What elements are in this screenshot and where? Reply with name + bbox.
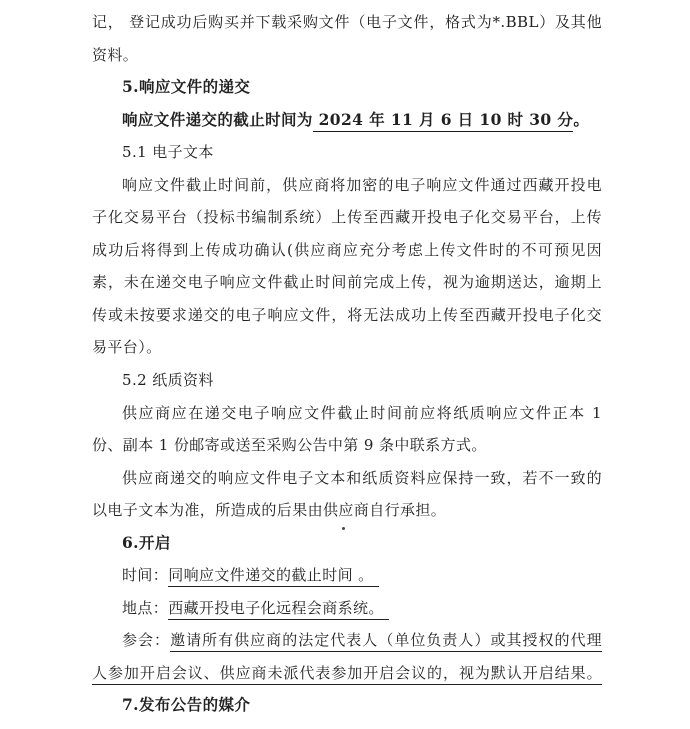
open-time-label: 时间： (122, 566, 169, 585)
s52-para1-text-1: 供应商应在递交电子响应文件截止时间前应将纸质响应文件正本 1 (122, 403, 602, 422)
s51-para-text-1: 响应文件截止时间前，供应商将加密的电子响应文件通过西藏开投电 (122, 175, 602, 194)
continuation-text-1: 记， 登记成功后购买并下载采购文件（电子文件，格式为*.BBL）及其他 (92, 13, 602, 31)
open-place-value: 西藏开投电子化远程会商系统。 (168, 599, 389, 620)
s52-para2-line-2 (92, 494, 602, 527)
section-6-heading (92, 527, 602, 560)
open-place-label: 地点： (122, 598, 169, 617)
s52-para1-text-2: 份、副本 1 份邮寄或送至采购公告中第 9 条中联系方式。 (92, 436, 487, 455)
s51-para-line-2 (92, 201, 602, 234)
scan-artifact-dot (342, 527, 345, 530)
section-51-heading-text: 5.1 电子文本 (122, 143, 214, 162)
s52-para2-line-1 (92, 462, 602, 495)
continuation-text-2: 资料。 (92, 45, 139, 64)
continuation-line-1 (92, 6, 602, 39)
s52-para1-line-2 (92, 429, 602, 462)
s51-para-line-1 (92, 169, 602, 202)
attend-value-1: 邀请所有供应商的法定代表人（单位负责人）或其授权的代理 (170, 631, 602, 652)
section-5-heading (92, 71, 602, 104)
s52-para2-text-1: 供应商递交的响应文件电子文本和纸质资料应保持一致，若不一致的 (122, 468, 602, 487)
section-52-heading-text: 5.2 纸质资料 (122, 371, 214, 390)
s51-para-text-6: 易平台）。 (92, 338, 162, 357)
s51-para-line-3 (92, 234, 602, 267)
section-52-heading (92, 364, 602, 397)
s51-para-text-2: 子化交易平台（投标书编制系统）上传至西藏开投电子化交易平台，上传 (92, 208, 602, 227)
section-7-heading (92, 689, 602, 722)
document-page (92, 6, 602, 722)
deadline-value: 2024 年 11 月 6 日 10 时 30 分 (313, 110, 574, 132)
deadline-prefix: 响应文件递交的截止时间为 (122, 109, 313, 129)
section-51-heading (92, 136, 602, 169)
section-6-heading-text: 6.开启 (122, 532, 171, 552)
attend-value-2: 人参加开启会议、供应商未派代表参加开启会议的，视为默认开启结果。 (92, 664, 602, 685)
open-place-line (92, 592, 602, 625)
deadline-period: 。 (573, 109, 590, 129)
deadline-line (92, 104, 602, 137)
s51-para-line-6 (92, 331, 602, 364)
open-time-line (92, 559, 602, 592)
section-7-heading-text: 7.发布公告的媒介 (122, 695, 251, 715)
open-time-value: 同响应文件递交的截止时间 。 (168, 566, 379, 587)
s52-para1-line-1 (92, 397, 602, 430)
s51-para-text-4: 素，未在递交电子响应文件截止时间前完成上传，视为逾期送达，逾期上 (92, 273, 602, 292)
attend-line-1 (92, 624, 602, 657)
s51-para-line-5 (92, 299, 602, 332)
s51-para-line-4 (92, 266, 602, 299)
continuation-line-2 (92, 39, 602, 72)
section-5-heading-text: 5.响应文件的递交 (122, 77, 251, 97)
attend-label: 参会： (122, 631, 171, 650)
s52-para2-text-2: 以电子文本为准，所造成的后果由供应商自行承担。 (92, 501, 447, 520)
s51-para-text-3: 成功后将得到上传成功确认(供应商应充分考虑上传文件时的不可预见因 (92, 240, 602, 259)
s51-para-text-5: 传或未按要求递交的电子响应文件，将无法成功上传至西藏开投电子化交 (92, 305, 602, 324)
attend-line-2 (92, 657, 602, 690)
